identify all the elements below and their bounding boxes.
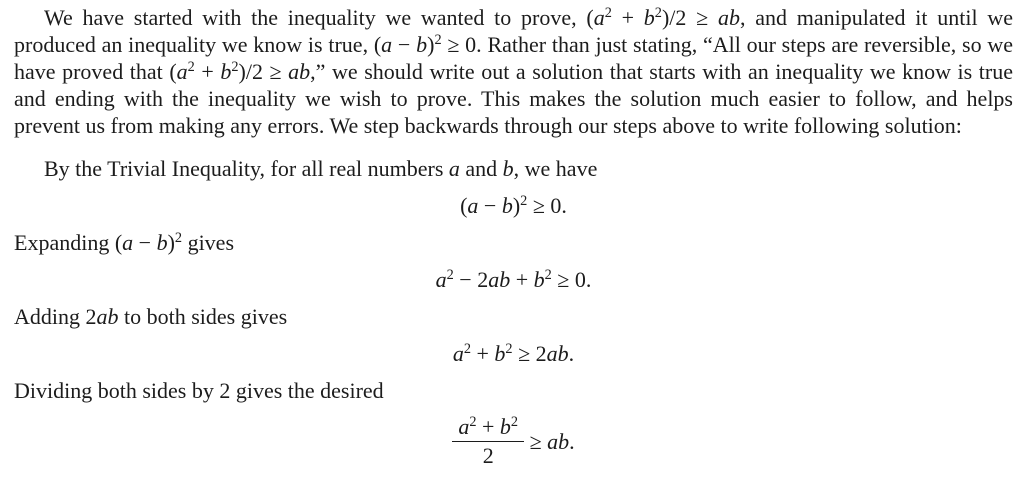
equation-added-2ab: $a^2 + b^2 \ge 2ab$.	[452, 341, 575, 366]
expanding-paragraph: Expanding $(a - b)^2$ gives	[14, 230, 235, 255]
trivial-inequality-paragraph: By the Trivial Inequality, for all real numbers a and b, we have	[44, 156, 598, 181]
dividing-paragraph: Dividing both sides by 2 gives the desired	[14, 378, 384, 403]
adding-paragraph: Adding 2ab to both sides gives	[14, 304, 288, 329]
fraction-numerator: $a^2 + b^2$	[452, 414, 524, 442]
equation-a-minus-b-squared: $(a - b)^2 \ge 0$.	[460, 193, 567, 218]
fraction	[452, 414, 524, 469]
fraction-denominator: 2	[482, 443, 494, 468]
fraction-right-hand-side: ≥ ab.	[529, 429, 575, 454]
equation-final-fraction	[14, 414, 1013, 475]
equation-expanded: $a^2 - 2ab + b^2 \ge 0$.	[435, 267, 592, 292]
intro-paragraph: We have started with the inequality we wanted to prove, $(a^2 + b^2)/2$ ≥ ab, and manipulated it until we produced an inequality we know is true, $(a - b)^2 \ge 0$. Rather than just stating, “All our steps are reversible, so we have proved that $(a^2 + b^2)/2$ ≥ ab,” we should write out a solution that starts with an inequality we know is true and ending with the inequality we wish to prove. This makes the solution much easier to follow, and helps prevent us from making any errors. We step backwards through our steps above to write following solution:	[14, 5, 1014, 138]
